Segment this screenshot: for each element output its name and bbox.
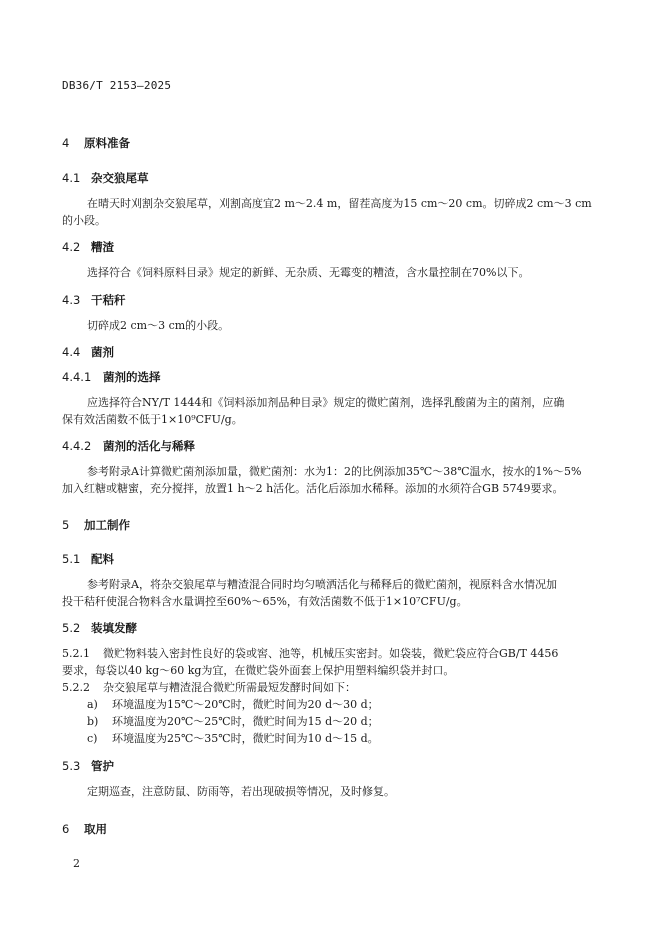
section-number: 4.3	[62, 293, 81, 307]
section-number: 4.4.1	[62, 370, 92, 384]
paragraph-line: 选择符合《饲料原料目录》规定的新鲜、无杂质、无霉变的糟渣，含水量控制在70%以下。	[87, 266, 530, 279]
paragraph-line: 在晴天时刈割杂交狼尾草，刈割高度宜2 m～2.4 m，留茬高度为15 cm～20 cm。切碎成2 cm～3 cm	[87, 197, 592, 210]
list-text: 环境温度为20℃～25℃时，微贮时间为15 d～20 d；	[112, 715, 379, 728]
section-title: 取用	[84, 822, 107, 836]
section-title: 杂交狼尾草	[91, 171, 149, 185]
section-title: 菌剂的活化与稀释	[103, 439, 195, 453]
section-number: 5.2	[62, 621, 81, 635]
list-text: 环境温度为25℃～35℃时，微贮时间为10 d～15 d。	[112, 732, 379, 745]
section-4-4-heading	[62, 344, 114, 360]
section-title: 糟渣	[91, 240, 114, 254]
clause-number: 5.2.1	[62, 647, 90, 660]
paragraph-line: 投干秸秆使混合物料含水量调控至60%～65%，有效活菌数不低于1×10⁷CFU/g。	[62, 595, 468, 608]
paragraph-line: 参考附录A，将杂交狼尾草与糟渣混合同时均匀喷洒活化与稀释后的微贮菌剂，视原料含水情况加	[87, 578, 557, 591]
page-number: 2	[73, 857, 80, 870]
paragraph-line: 保有效活菌数不低于1×10⁹CFU/g。	[62, 413, 243, 426]
list-item	[87, 730, 379, 747]
section-number: 4.1	[62, 171, 81, 185]
list-marker: c)	[87, 732, 98, 745]
section-4-4-1-heading	[62, 369, 161, 385]
clause-number: 5.2.2	[62, 681, 90, 694]
section-number: 5	[62, 518, 70, 532]
section-number: 4	[62, 136, 70, 150]
paragraph-line: 切碎成2 cm～3 cm的小段。	[87, 319, 230, 332]
list-marker: a)	[87, 698, 98, 711]
section-4-heading	[62, 135, 130, 151]
paragraph-line: 杂交狼尾草与糟渣混合微贮所需最短发酵时间如下：	[103, 681, 356, 694]
section-number: 6	[62, 822, 70, 836]
list-item	[87, 696, 379, 713]
paragraph-line: 加入红糖或糖蜜，充分搅拌，放置1 h～2 h活化。活化后添加水稀释。添加的水须符合GB 5749要求。	[62, 482, 564, 495]
paragraph-line: 应选择符合NY/T 1444和《饲料添加剂品种目录》规定的微贮菌剂，选择乳酸菌为主的菌剂，应确	[87, 396, 565, 409]
list-item	[87, 713, 379, 730]
section-6-heading	[62, 821, 107, 837]
paragraph-line: 微贮物料装入密封性良好的袋或窖、池等，机械压实密封。如袋装，微贮袋应符合GB/T 4456	[103, 647, 559, 660]
section-title: 菌剂	[91, 345, 114, 359]
section-title: 加工制作	[84, 518, 130, 532]
section-4-3-heading	[62, 292, 126, 308]
section-title: 配料	[91, 552, 114, 566]
section-5-3-heading	[62, 758, 114, 774]
paragraph-line: 参考附录A计算微贮菌剂添加量，微贮菌剂：水为1：2的比例添加35℃～38℃温水，按水的1%～5%	[87, 465, 582, 478]
paragraph-line: 的小段。	[62, 214, 106, 227]
list-text: 环境温度为15℃～20℃时，微贮时间为20 d～30 d；	[112, 698, 379, 711]
section-title: 菌剂的选择	[103, 370, 161, 384]
section-number: 5.3	[62, 759, 81, 773]
list-marker: b)	[87, 715, 99, 728]
section-4-1-heading	[62, 170, 149, 186]
section-title: 干秸秆	[91, 293, 126, 307]
section-5-heading	[62, 517, 130, 533]
section-number: 4.2	[62, 240, 81, 254]
section-number: 4.4	[62, 345, 81, 359]
clause-5-2-2	[62, 679, 356, 696]
paragraph-line: 定期巡查，注意防鼠、防雨等，若出现破损等情况，及时修复。	[87, 785, 395, 798]
section-5-1-heading	[62, 551, 114, 567]
section-number: 5.1	[62, 552, 81, 566]
standard-code: DB36/T 2153—2025	[62, 79, 172, 92]
clause-5-2-1	[62, 645, 558, 662]
section-4-2-heading	[62, 239, 114, 255]
section-title: 装填发酵	[91, 621, 137, 635]
section-number: 4.4.2	[62, 439, 92, 453]
section-4-4-2-heading	[62, 438, 195, 454]
section-5-2-heading	[62, 620, 137, 636]
section-title: 原料准备	[84, 136, 130, 150]
paragraph-line: 要求，每袋以40 kg～60 kg为宜，在微贮袋外面套上保护用塑料编织袋并封口。	[62, 664, 455, 677]
section-title: 管护	[91, 759, 114, 773]
